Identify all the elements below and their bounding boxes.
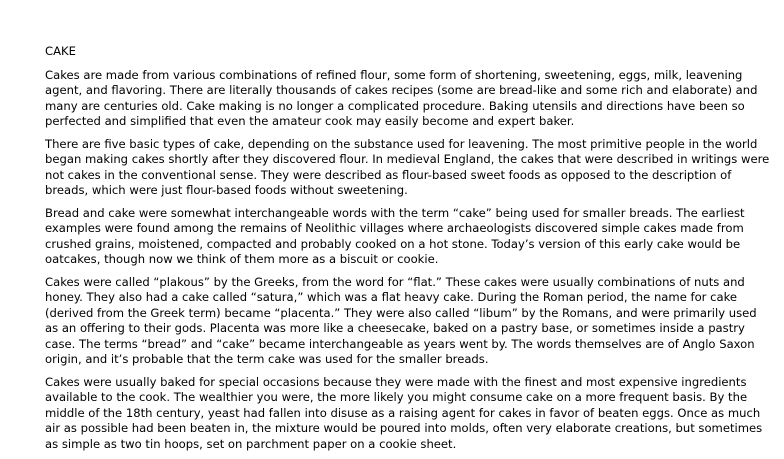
document-title: CAKE [45, 44, 76, 58]
paragraph-1: Cakes are made from various combinations of refined flour, some form of shortening, sweetening, eggs, milk, leavening agent, and flavoring. There are literally thousands of cakes recipes (some are bread-like and some rich and elaborate) and many are centuries old. Cake making is no longer a complicated procedure. Baking utensils and directions have been so perfected and simplified that even the amateur cook may easily become and expert baker. [45, 67, 758, 128]
paragraph-5: Cakes were usually baked for special occasions because they were made with the finest and most expensive ingredients available to the cook. The wealthier you were, the more likely you might consume cake on a more frequent basis. By the middle of the 18th century, yeast had fallen into disuse as a raising agent for cakes in favor of beaten eggs. Once as much air as possible had been beaten in, the mixture would be poured into molds, often very elaborate creations, but sometimes as simple as two tin hoops, set on parchment paper on a cookie sheet. [45, 374, 763, 451]
paragraph-4: Cakes were called “plakous” by the Greeks, from the word for “flat.” These cakes were usually combinations of nuts and honey. They also had a cake called “satura,” which was a flat heavy cake. During the Roman period, the name for cake (derived from the Greek term) became “placenta.” They were also called “libum” by the Romans, and were primarily used as an offering to their gods. Placenta was more like a cheesecake, baked on a pastry base, or sometimes inside a pastry case. The terms “bread” and “cake” became interchangeable as years went by. The words themselves are of Anglo Saxon origin, and it’s probable that the term cake was used for the smaller breads. [45, 274, 757, 366]
document-page [45, 44, 770, 459]
paragraph-3: Bread and cake were somewhat interchangeable words with the term “cake” being used for smaller breads. The earliest examples were found among the remains of Neolithic villages where archaeologists discovered simple cakes made from crushed grains, moistened, compacted and probably cooked on a hot stone. Today’s version of this early cake would be oatcakes, though now we think of them more as a biscuit or cookie. [45, 205, 745, 266]
paragraph-2: There are five basic types of cake, depending on the substance used for leavening. The most primitive people in the world began making cakes shortly after they discovered flour. In medieval England, the cakes that were described in writings were not cakes in the conventional sense. They were described as flour-based sweet foods as opposed to the description of breads, which were just flour-based foods without sweetening. [45, 136, 770, 197]
